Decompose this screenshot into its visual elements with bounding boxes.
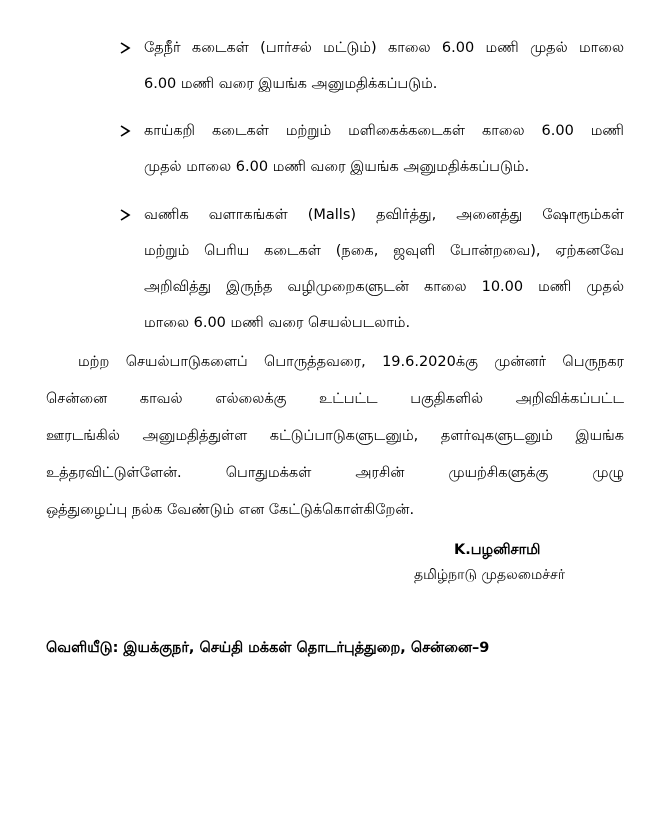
bullet-line: வணிக வளாகங்கள் (Malls) தவிர்த்து, அனைத்து ஷோரூம்கள் (144, 207, 624, 223)
release-footer: வெளியீடு: இயக்குநர், செய்தி மக்கள் தொடர்புத்துறை, சென்னை–9 (46, 640, 490, 656)
signatory-title: தமிழ்நாடு முதலமைச்சர் (414, 567, 566, 583)
bullet-text (144, 38, 624, 94)
paragraph-line: உத்தரவிட்டுள்ளேன். பொதுமக்கள் அரசின் முயற்சிகளுக்கு முழு (46, 465, 624, 481)
body-paragraph (46, 352, 624, 520)
paragraph-line: சென்னை காவல் எல்லைக்கு உட்பட்ட பகுதிகளில் அறிவிக்கப்பட்ட (46, 391, 624, 407)
bullet-line: மாலை 6.00 மணி வரை செயல்படலாம். (144, 315, 411, 331)
bullet-line: 6.00 மணி வரை இயங்க அனுமதிக்கப்படும். (144, 76, 438, 92)
bullet-text (144, 121, 624, 177)
bullet-line: மற்றும் பெரிய கடைகள் (நகை, ஜவுளி போன்றவை), ஏற்கனவே (144, 243, 624, 259)
arrow-right-icon (118, 208, 132, 222)
signatory-name: K.பழனிசாமி (454, 542, 541, 558)
bullet-line: காய்கறி கடைகள் மற்றும் மளிகைக்கடைகள் காலை 6.00 மணி (144, 123, 624, 139)
bullet-line: தேநீர் கடைகள் (பார்சல் மட்டும்) காலை 6.00 மணி முதல் மாலை (144, 40, 624, 56)
bullet-line: அறிவித்து இருந்த வழிமுறைகளுடன் காலை 10.00 மணி முதல் (144, 279, 624, 295)
paragraph-line: ஒத்துழைப்பு நல்க வேண்டும் என கேட்டுக்கொள்கிறேன். (46, 502, 415, 518)
arrow-right-icon (118, 124, 132, 138)
bullet-text (144, 205, 624, 333)
paragraph-line: ஊரடங்கில் அனுமதித்துள்ள கட்டுப்பாடுகளுடனும், தளர்வுகளுடனும் இயங்க (46, 428, 624, 444)
arrow-right-icon (118, 41, 132, 55)
bullet-line: முதல் மாலை 6.00 மணி வரை இயங்க அனுமதிக்கப்படும். (144, 159, 530, 175)
paragraph-line: மற்ற செயல்பாடுகளைப் பொருத்தவரை, 19.6.2020க்கு முன்னர் பெருநகர (78, 354, 624, 370)
